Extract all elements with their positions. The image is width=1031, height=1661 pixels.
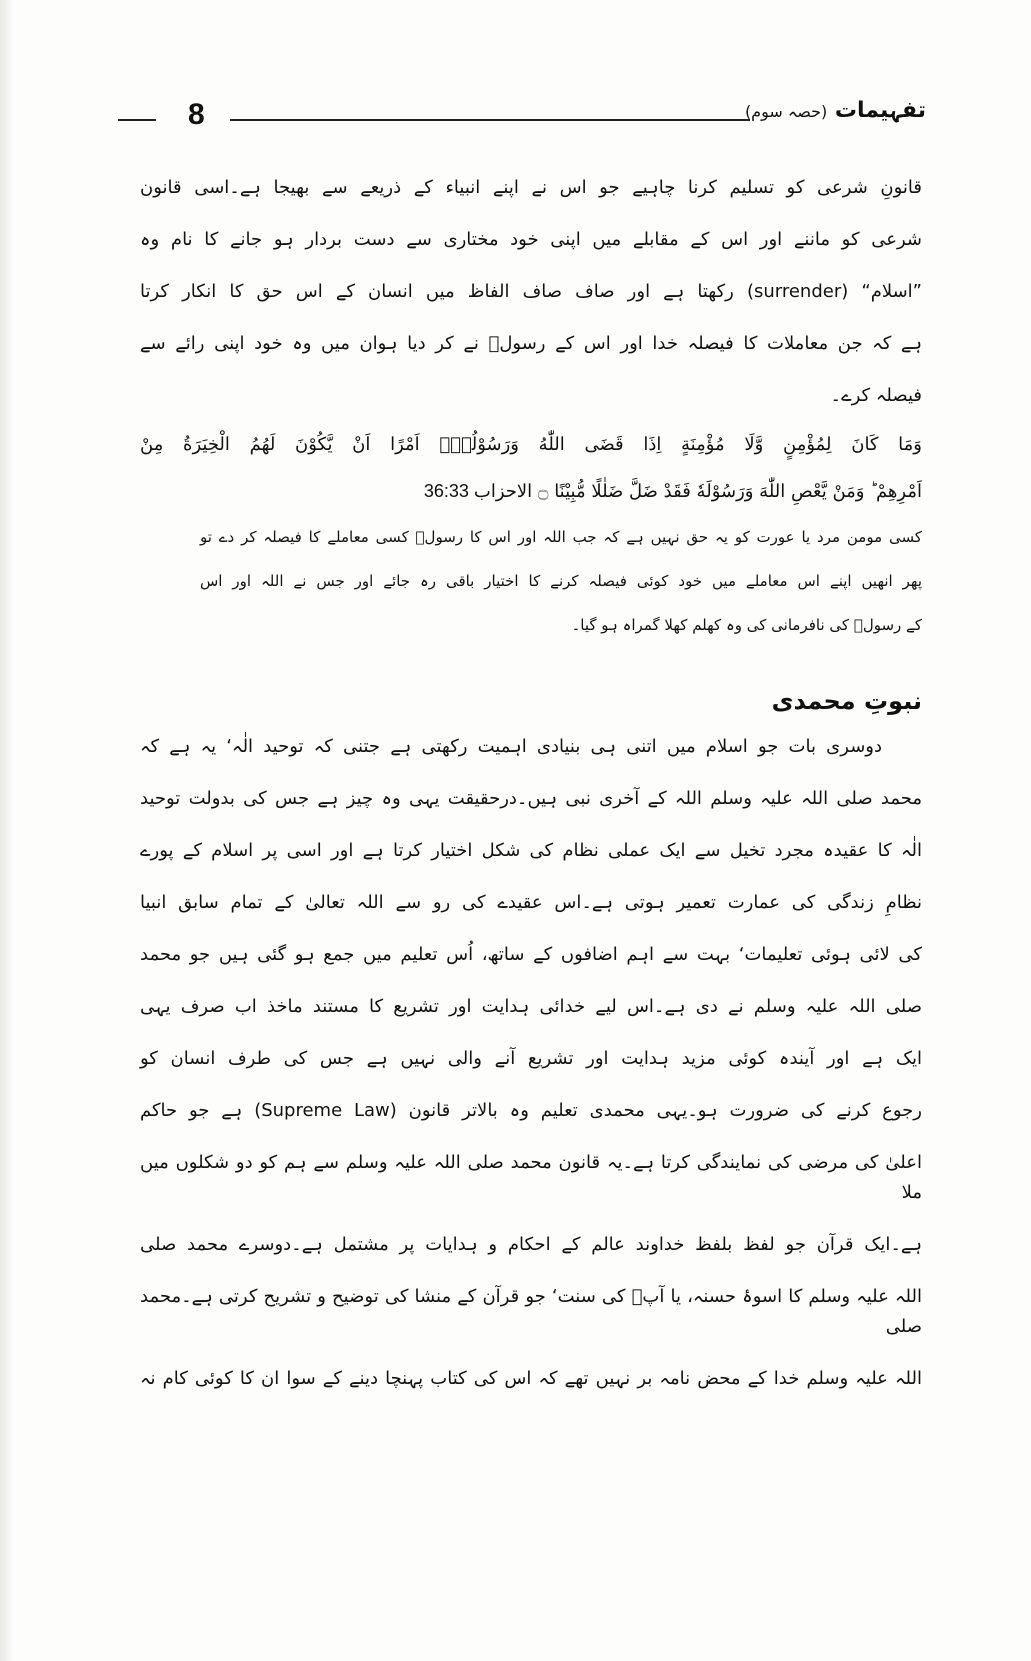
- verse-line: وَمَا كَانَ لِمُؤْمِنٍ وَّلَا مُؤْمِنَةٍ اِذَا قَضَى اللّٰهُ وَرَسُوْلُهٗۤ اَمْرًا اَنْ يَّكُوْنَ لَهُمُ الْخِيَرَةُ مِنْ: [140, 434, 922, 455]
- header-rule: [230, 119, 750, 121]
- text-line: محمد صلی اللہ علیہ وسلم اللہ کے آخری نبی ہیں۔درحقیقت یہی وہ چیز ہے جس کی بدولت توحید: [140, 788, 922, 809]
- text-line: ہے کہ جن معاملات کا فیصلہ خدا اور اس کے رسولؐ نے کر دیا ہوان میں وہ خود اپنی رائے سے: [140, 333, 922, 354]
- verse-reference: الاحزاب 36:33: [423, 481, 533, 501]
- page-edge: [0, 0, 14, 1661]
- text-line: ”اسلام“ (surrender) رکھتا ہے اور صاف صاف الفاظ میں انسان کے اس حق کا انکار کرتا: [140, 281, 922, 302]
- book-title: [745, 98, 926, 123]
- translation-line: کسی مومن مرد یا عورت کو یہ حق نہیں ہے کہ جب اللہ اور اس کا رسولؐ کسی معاملے کا فیصلہ کر دے تو: [200, 528, 922, 546]
- quran-verse: [140, 422, 922, 515]
- text-line: ایک ہے اور آیندہ کوئی مزید ہدایت اور تشریع آنے والی نہیں ہے جس کی طرف انسان کو: [140, 1048, 922, 1069]
- text-line: اعلیٰ کی مرضی کی نمایندگی کرتا ہے۔یہ قانون محمد صلی اللہ علیہ وسلم سے ہم کو دو شکلوں میں ملا: [140, 1152, 922, 1203]
- paragraph-1: [140, 162, 922, 422]
- text-line: فیصلہ کرے۔: [830, 385, 922, 406]
- page-number: 8: [188, 98, 205, 131]
- section-heading: نبوتِ محمدی: [771, 687, 922, 715]
- book-part: (حصہ سوم): [744, 102, 828, 121]
- text-line: دوسری بات جو اسلام میں اتنی ہی بنیادی اہمیت رکھتی ہے جتنی کہ توحید الٰہ‘ یہ ہے کہ: [140, 736, 882, 757]
- book-title-text: تفہیمات: [834, 98, 926, 123]
- text-line: اللہ علیہ وسلم خدا کے محض نامہ بر نہیں تھے کہ اس کی کتاب پہنچا دینے کے سوا ان کا کوئی کام نہ: [140, 1368, 922, 1389]
- text-line: ہے۔ایک قرآن جو لفظ بلفظ خداوند عالم کے احکام و ہدایات پر مشتمل ہے۔دوسرے محمد صلی: [140, 1234, 922, 1255]
- text-line: نظامِ زندگی کی عمارت تعمیر ہوتی ہے۔اس عقیدے کی رو سے اللہ تعالیٰ کے تمام سابق انبیا: [140, 892, 922, 913]
- text-line: شرعی کو ماننے اور اس کے مقابلے میں اپنی خود مختاری سے دست بردار ہو جانے کا نام وہ: [140, 229, 922, 250]
- paragraph-2: [140, 721, 922, 1405]
- text-line: اللہ علیہ وسلم کا اسوۂ حسنہ، یا آپؐ کی سنت‘ جو قرآن کے منشا کی توضیح و تشریح کرتی ہے۔محمد صلی: [140, 1286, 922, 1337]
- text-line: قانونِ شرعی کو تسلیم کرنا چاہیے جو اس نے اپنے انبیاء کے ذریعے سے بھیجا ہے۔اسی قانون: [140, 177, 922, 198]
- text-line: الٰہ کا عقیدہ مجرد تخیل سے ایک عملی نظام کی شکل اختیار کرتا ہے اور اسی پر اسلام کے پورے: [140, 840, 922, 861]
- text-line: کی لائی ہوئی تعلیمات‘ بہت سے اہم اضافوں کے ساتھ، اُس تعلیم میں جمع ہو گئی ہیں جو محمد: [140, 944, 922, 965]
- header-dash: [118, 119, 156, 121]
- verse-line: [140, 468, 922, 515]
- verse-text: اَمْرِهِمْ ؕ وَمَنْ يَّعْصِ اللّٰهَ وَرَسُوْلَهٗ فَقَدْ ضَلَّ ضَلٰلًا مُّبِيْنًا ۝: [537, 481, 922, 502]
- text-line: صلی اللہ علیہ وسلم نے دی ہے۔اس لیے خدائی ہدایت اور تشریع کا مستند ماخذ اب صرف یہی: [140, 996, 922, 1017]
- running-header: [118, 98, 926, 138]
- translation-line: پھر انھیں اپنے اس معاملے میں خود کوئی فیصلہ کرنے کا اختیار باقی رہ جائے اور جس نے اللہ اور اس: [200, 572, 922, 590]
- text-line: رجوع کرنے کی ضرورت ہو۔یہی محمدی تعلیم وہ بالاتر قانون (Supreme Law) ہے جو حاکم: [140, 1100, 922, 1121]
- translation-line: کے رسولؐ کی نافرمانی کی وہ کھلم کھلا گمراہ ہو گیا۔: [571, 616, 922, 634]
- page-content: [140, 162, 922, 1405]
- verse-translation: [140, 515, 922, 647]
